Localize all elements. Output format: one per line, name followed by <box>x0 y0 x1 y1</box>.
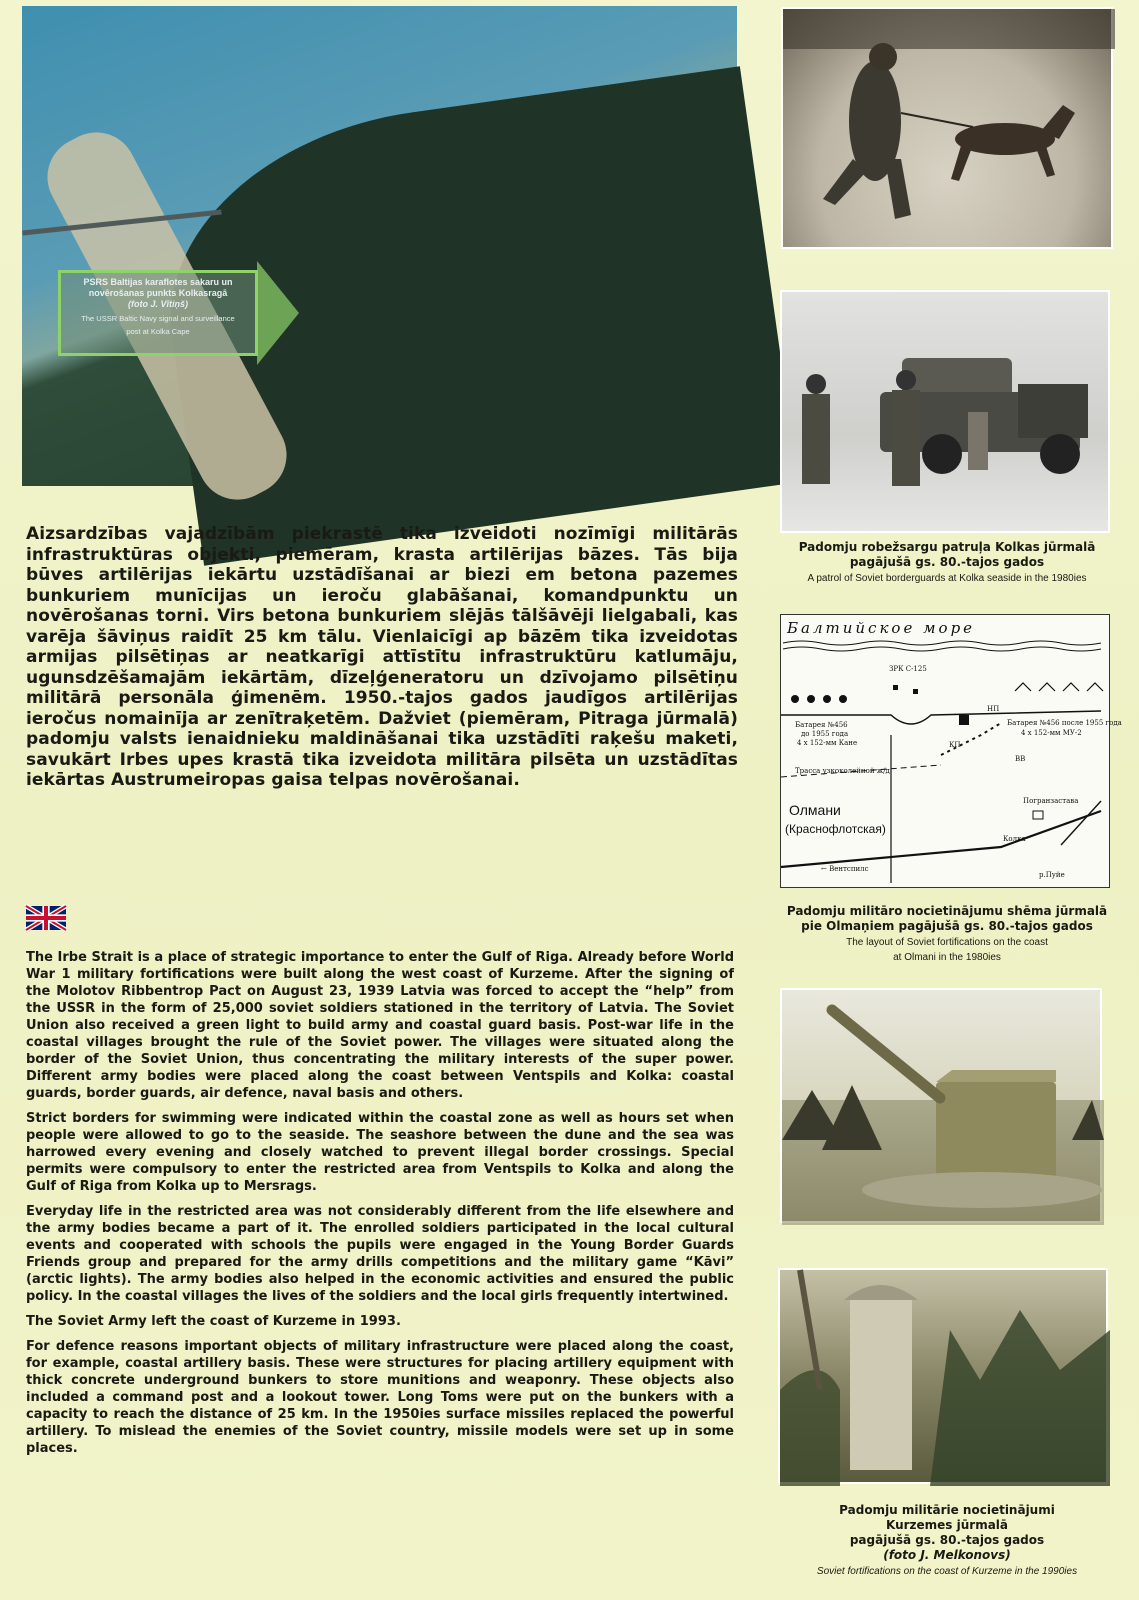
caption-patrol-lv-1: Padomju robežsargu patruļa Kolkas jūrmalā <box>798 540 1096 554</box>
photo-coastal-artillery-gun <box>780 988 1102 1223</box>
caption-map-lv-1: Padomju militāro nocietinājumu shēma jūrmalā <box>786 904 1108 918</box>
map-kolka-label: Колка <box>1003 835 1026 843</box>
map-border-post: Погранзастава <box>1023 797 1079 805</box>
caption-patrol-lv-2: pagājušā gs. 80.-tajos gados <box>849 555 1045 569</box>
callout-en-line-1: The USSR Baltic Navy signal and surveillance <box>81 314 235 323</box>
english-paragraph-2: Strict borders for swimming were indicated within the coastal zone as well as hours set when people were allowed to go to the seaside. The seashore between the dune and the sea was harrowed every evening and closely watched to prevent illegal border crossings. Special permits were compulsory to enter the restricted area from Ventspils to Kolka and along the Gulf of Riga from Kolka up to Mersrags. <box>26 1111 734 1194</box>
english-paragraph-1: The Irbe Strait is a place of strategic importance to enter the Gulf of Riga. Already before World War 1 military fortifications were built along the west coast of Kurzeme. After the signing of the Molotov Ribbentrop Pact on August 23, 1939 Latvia was forced to accept the “help” from the USSR in the form of 25,000 soviet soldiers stationed in the territory of Latvia. The Soviet Union also received a green light to build army and coastal guard basis. Post-war life in the coastal villages brought the rule of the Soviet power. The villages were situated along the border of the Soviet Union, thus concentrating the military interests of the super power. Different army bodies were placed along the coast between Ventspils and Kolka: coastal guards, border guards, air defence, naval basis and others. <box>26 950 734 1101</box>
map-town-ru: (Краснофлотская) <box>785 822 886 836</box>
caption-tower-lv-3: pagājušā gs. 80.-tajos gados <box>849 1533 1045 1547</box>
english-paragraph-4: The Soviet Army left the coast of Kurzeme in 1993. <box>26 1314 401 1329</box>
caption-map <box>782 904 1112 964</box>
caption-tower <box>782 1503 1112 1578</box>
map-nn-label: НП <box>987 705 1000 713</box>
map-battery-right-1: Батарея №456 после 1955 года <box>1007 719 1122 727</box>
photo-borderguard-with-dog <box>781 7 1113 249</box>
caption-map-lv-2: pie Olmaņiem pagājušā gs. 80.-tajos gados <box>801 919 1093 933</box>
caption-tower-lv-2: Kurzemes jūrmalā <box>885 1518 1009 1532</box>
photo-callout <box>58 270 258 356</box>
callout-credit: (foto J. Vītiņš) <box>128 299 188 309</box>
map-road-label: Трасса узкоколейной ж/д <box>795 767 890 775</box>
aerial-photo-kolka-cape <box>22 6 737 486</box>
english-text-block <box>26 949 734 1465</box>
caption-map-en-2: at Olmani in the 1980ies <box>893 952 1001 963</box>
map-kp-label: КП <box>949 741 961 749</box>
map-battery-right-2: 4 х 152-мм МУ-2 <box>1021 729 1082 737</box>
callout-en-line-2: post at Kolka Cape <box>126 327 190 336</box>
photo-lookout-tower <box>778 1268 1108 1484</box>
caption-map-en-1: The layout of Soviet fortifications on the coast <box>846 937 1048 948</box>
caption-tower-credit: (foto J. Melkonovs) <box>883 1548 1011 1562</box>
main-text-latvian: Aizsardzības vajadzībām piekrastē tika izveidoti nozīmīgi militārās infrastruktūras objekti, piemēram, krasta artilērijas bāzes. Tās bija būves artilērijas iekārtu uzstādīšanai ar biezi em betona pazemes bunkuriem munīcijas un ieroču glabāšanai, komandpunktu un novērošanas torni. Virs betona bunkuriem slējās tālšāvēji lielgabali, kas varēja šāviņus raidīt 25 km tālu. Vienlaicīgi ap bāzēm tika izveidotas armijas pilsētiņas ar neatkarīgi attīstītu infrastruktūru katlumāju, ugunsdzēšamajām iekārtām, dīzeļģeneratoru un dzīvojamo pilsētiņu militārā personāla ģimenēm. 1950.-tajos gados jaudīgos artilērijas ieročus nomainīja ar zenītraķetēm. Dažviet (piemēram, Pitraga jūrmalā) padomju valsts ienaidnieku maldināšanai tika uzstādīti raķešu maketi, savukārt Irbes upes krastā tika izveidota militāra pilsēta un uzstādītas iekārtas Austrumeiropas gaisa telpas novērošanai. <box>26 524 738 790</box>
callout-lv-line-1: PSRS Baltijas karaflotes sakaru un <box>83 277 233 287</box>
photo-borderguards-truck <box>780 290 1110 533</box>
map-vv-label: ВВ <box>1015 755 1026 763</box>
map-zrk-label: ЗРК С-125 <box>889 665 927 673</box>
map-battery-left-2: до 1955 года <box>801 730 849 738</box>
caption-tower-en: Soviet fortifications on the coast of Kurzeme in the 1990ies <box>816 1566 1078 1577</box>
caption-patrol <box>782 540 1112 585</box>
fortifications-layout-map <box>780 614 1122 888</box>
caption-tower-lv-1: Padomju militārie nocietinājumi <box>839 1503 1055 1517</box>
map-ventspils-label: ← Вентспилс <box>821 865 869 873</box>
english-paragraph-3: Everyday life in the restricted area was not considerably different from the life elsewhere and the army bodies became a part of it. The enrolled soldiers participated in the local cultural events and cooperated with schools the pupils were engaged in the Young Border Guards Friends group and prepared for the army drills competitions and the military game “Kāvi” (arctic lights). The army bodies also helped in the economic activities and ensured the public policy. In the coastal villages the lives of the soldiers and the local girls frequently intertwined. <box>26 1204 734 1304</box>
map-town-lv: Олмани <box>789 802 841 818</box>
uk-flag-icon <box>26 906 66 930</box>
callout-lv-line-2: novērošanas punkts Kolkasragā <box>88 288 228 298</box>
english-paragraph-5: For defence reasons important objects of military infrastructure were placed along the coast, for example, coastal artillery basis. These were structures for placing artillery equipment with thick concrete underground bunkers to store munitions and weaponry. These objects also included a command post and a lookout tower. Long Toms were put on the bunkers with a capacity to reach the distance of 25 km. In the 1950ies surface missiles replaced the powerful artillery. To mislead the enemies of the Soviet country, missile models were set up in some places. <box>26 1339 734 1456</box>
caption-patrol-en: A patrol of Soviet borderguards at Kolka seaside in the 1980ies <box>807 573 1087 584</box>
map-river-label: р.Пуйе <box>1039 871 1065 879</box>
map-sea-label: Балтийское море <box>787 619 976 637</box>
map-battery-left-1: Батарея №456 <box>795 721 848 729</box>
map-battery-left-3: 4 х 152-мм Кане <box>797 739 858 747</box>
